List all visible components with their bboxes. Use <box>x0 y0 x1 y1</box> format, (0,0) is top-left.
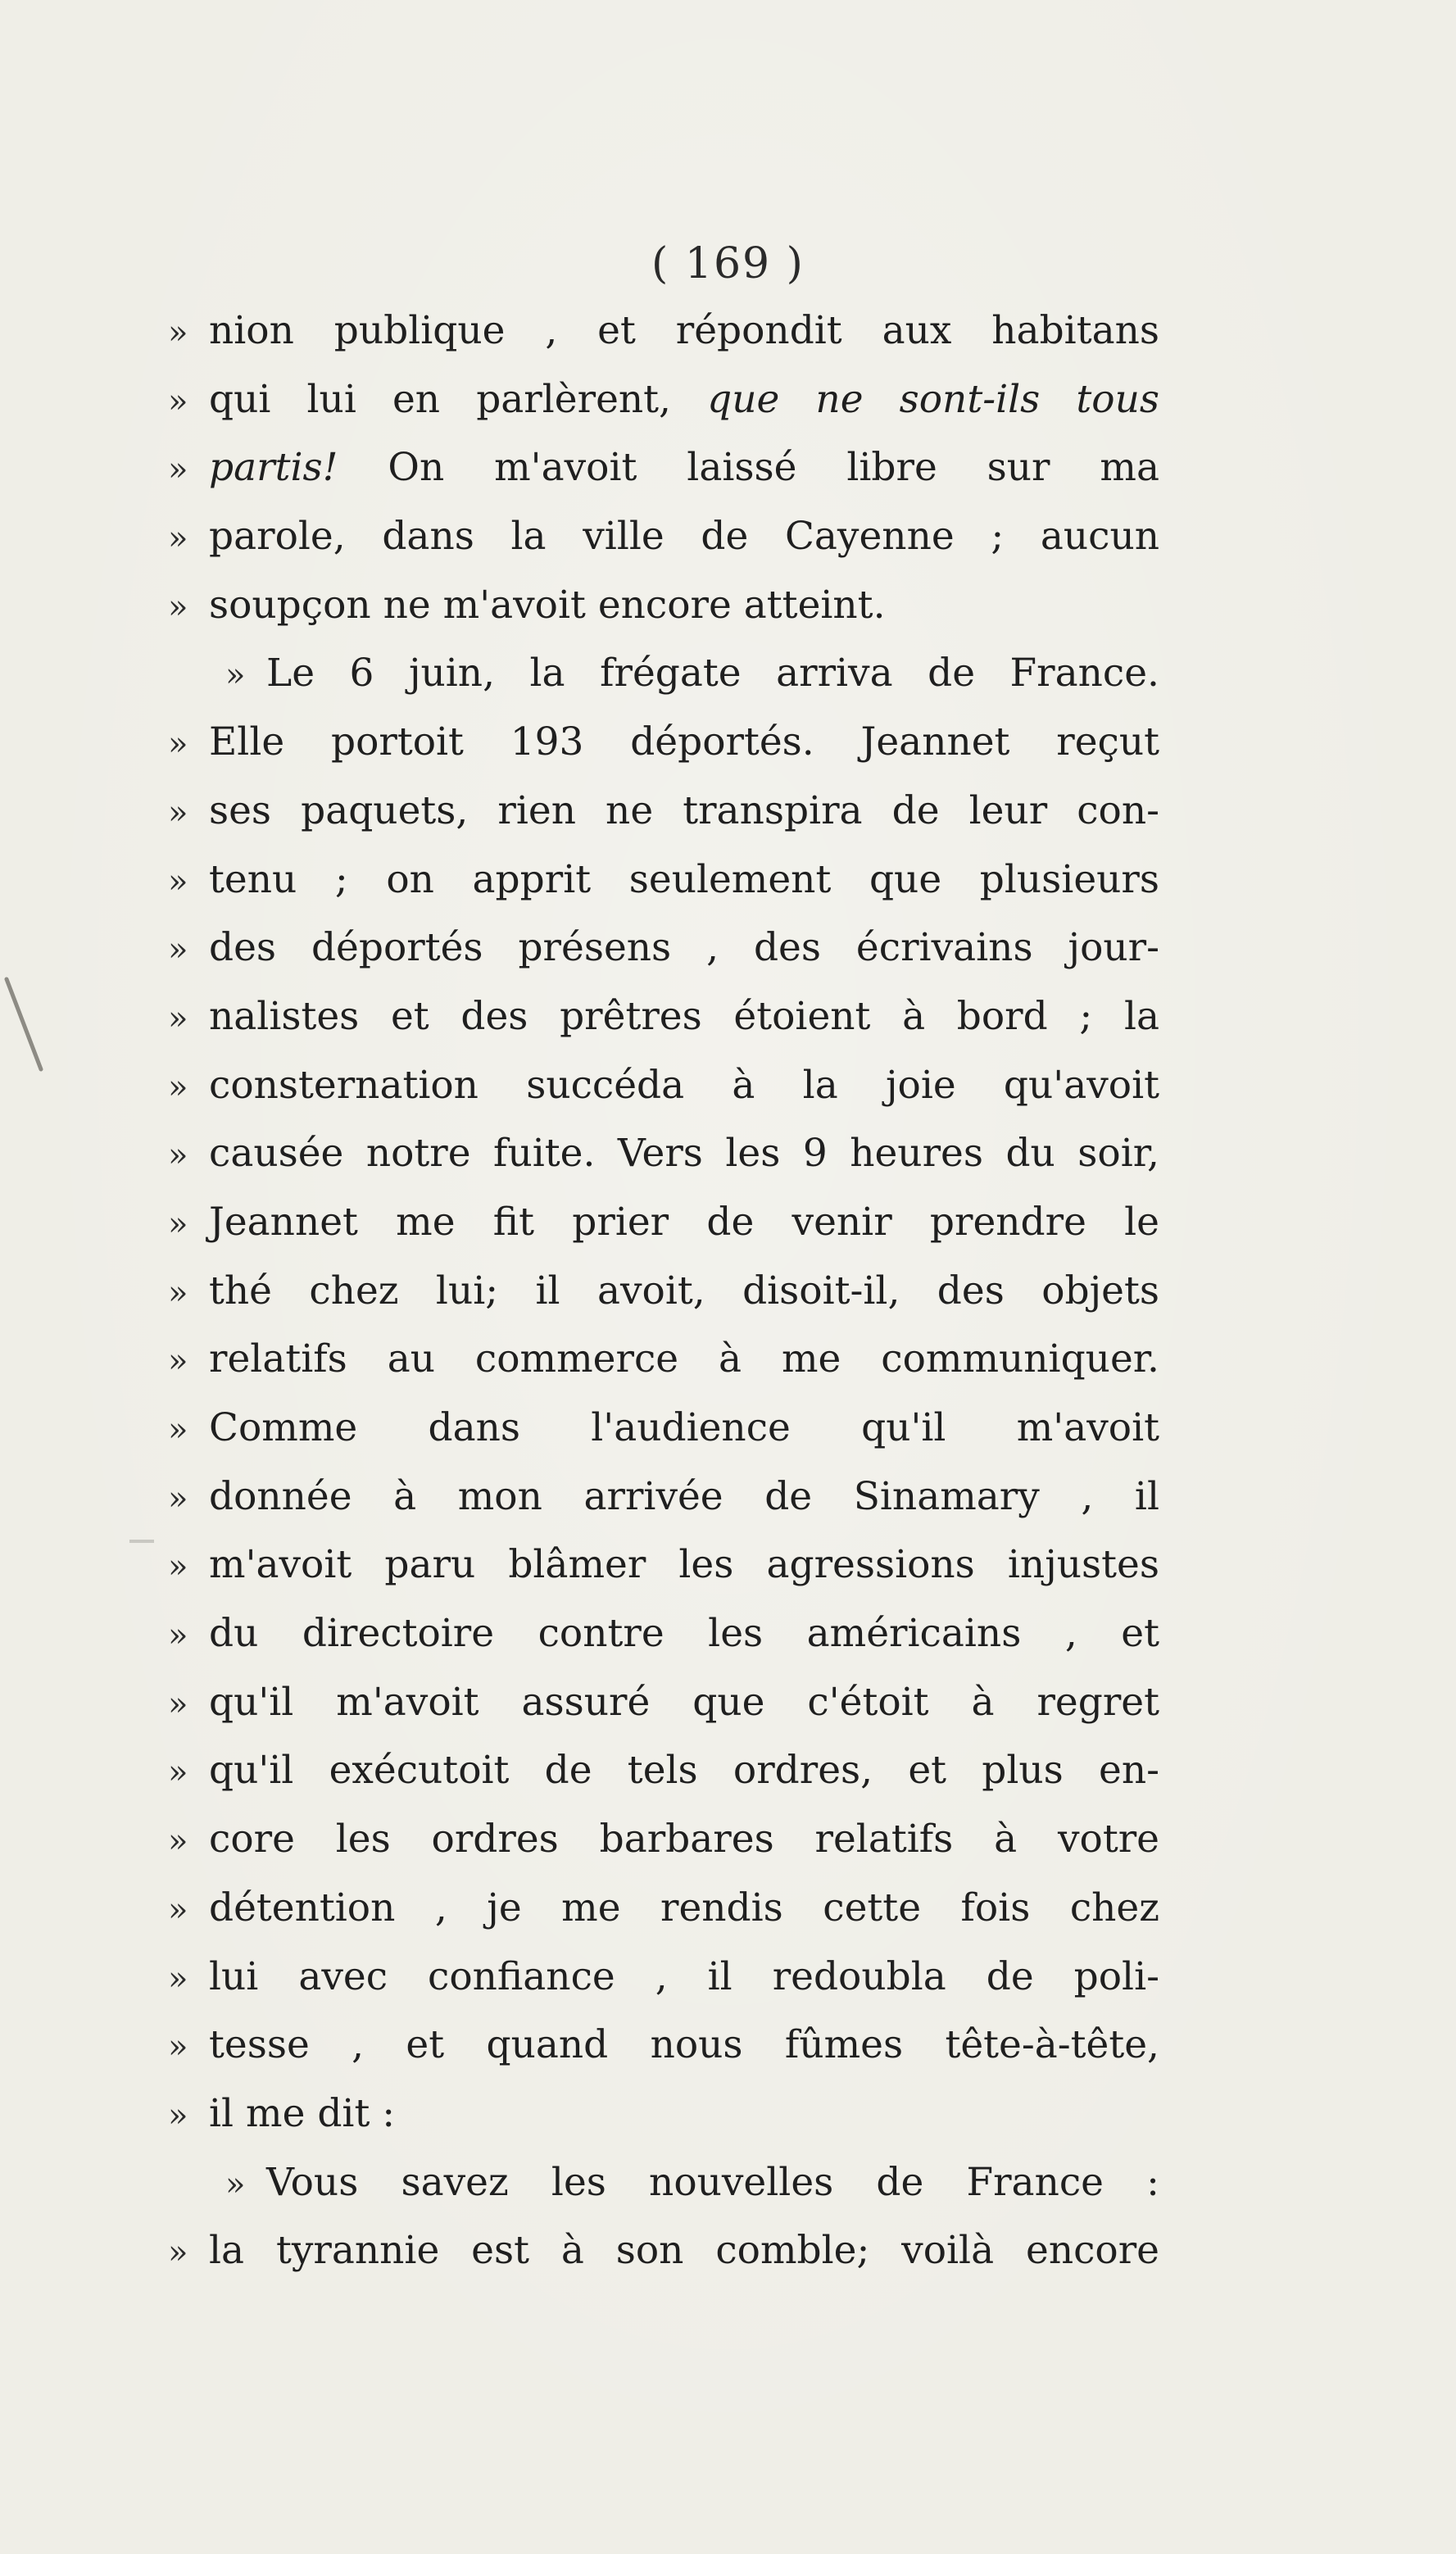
quote-mark: » <box>168 1822 188 1861</box>
line-text: Comme dans l'audience qu'il m'avoit <box>209 1405 1159 1450</box>
quote-mark: » <box>168 725 188 764</box>
line-text: qu'il exécutoit de tels ordres, et plus en- <box>209 1748 1159 1794</box>
quote-mark: » <box>168 1479 188 1517</box>
text-line <box>168 982 1159 1051</box>
line-text: des déportés présens , des écrivains jour- <box>209 925 1159 971</box>
quote-mark: » <box>168 1068 188 1106</box>
text-line <box>168 1599 1159 1668</box>
text-line <box>168 777 1159 846</box>
quote-mark: » <box>168 999 188 1037</box>
line-text: Vous savez les nouvelles de France : <box>266 2159 1159 2205</box>
quote-mark: » <box>168 519 188 558</box>
line-text: qu'il m'avoit assuré que c'étoit à regret <box>209 1679 1159 1725</box>
line-text: donnée à mon arrivée de Sinamary , il <box>209 1473 1159 1519</box>
page-number: ( 169 ) <box>651 239 805 288</box>
text-line <box>168 1874 1159 1943</box>
line-text-segment: qui lui en parlèrent, <box>209 376 708 422</box>
line-text: m'avoit paru blâmer les agressions injustes <box>209 1542 1159 1588</box>
text-line <box>168 1325 1159 1394</box>
quote-mark: » <box>168 1617 188 1655</box>
line-text <box>209 433 1159 502</box>
text-line <box>168 1188 1159 1257</box>
quote-mark: » <box>168 1685 188 1723</box>
text-line <box>168 1668 1159 1737</box>
quote-mark: » <box>168 862 188 900</box>
line-text: causée notre fuite. Vers les 9 heures du soir, <box>209 1131 1159 1177</box>
text-line <box>168 1119 1159 1188</box>
text-line <box>168 433 1159 502</box>
quote-mark: » <box>168 1273 188 1312</box>
quote-mark: » <box>168 1136 188 1175</box>
quote-mark: » <box>168 2096 188 2134</box>
quote-mark: » <box>168 931 188 969</box>
line-text: détention , je me rendis cette fois chez <box>209 1885 1159 1930</box>
margin-mark <box>0 971 49 1077</box>
text-line <box>168 1736 1159 1805</box>
text-line <box>168 502 1159 571</box>
line-text: Le 6 juin, la frégate arriva de France. <box>266 651 1159 696</box>
line-text: thé chez lui; il avoit, disoit-il, des objets <box>209 1268 1159 1313</box>
line-text: core les ordres barbares relatifs à votre <box>209 1817 1159 1862</box>
quote-mark: » <box>168 1959 188 1998</box>
line-text: nalistes et des prêtres étoient à bord ; la <box>209 993 1159 1039</box>
quote-mark: » <box>168 1890 188 1929</box>
body-text <box>168 297 1159 2285</box>
line-text: relatifs au commerce à me communiquer. <box>209 1336 1159 1382</box>
text-line <box>168 708 1159 777</box>
line-text: Jeannet me fit prier de venir prendre le <box>209 1199 1159 1245</box>
line-text: consternation succéda à la joie qu'avoit <box>209 1062 1159 1108</box>
quote-mark: » <box>168 793 188 832</box>
text-line <box>168 297 1159 365</box>
text-line <box>168 1463 1159 1531</box>
line-text: tesse , et quand nous fûmes tête-à-tête, <box>209 2022 1159 2068</box>
text-line <box>168 1805 1159 1874</box>
line-text: nion publique , et répondit aux habitans <box>209 308 1159 353</box>
text-line <box>168 1531 1159 1599</box>
line-text: du directoire contre les américains , et <box>209 1611 1159 1657</box>
quote-mark: » <box>168 382 188 420</box>
text-line <box>168 2148 1159 2217</box>
quote-mark: » <box>168 587 188 626</box>
quote-mark: » <box>168 1342 188 1381</box>
text-line <box>168 571 1159 640</box>
quote-mark: » <box>168 1753 188 1792</box>
text-line <box>168 1051 1159 1120</box>
quote-mark: » <box>168 2028 188 2066</box>
text-line <box>168 2080 1159 2148</box>
quote-mark: » <box>168 1548 188 1586</box>
text-line <box>168 2216 1159 2285</box>
italic-text: que ne sont-ils tous <box>707 376 1159 422</box>
quote-mark: » <box>225 2165 246 2203</box>
line-text <box>209 365 1159 434</box>
margin-dash <box>129 1540 154 1543</box>
quote-mark: » <box>168 1204 188 1243</box>
quote-mark: » <box>225 656 246 695</box>
text-line <box>168 1943 1159 2012</box>
quote-mark: » <box>168 314 188 352</box>
line-text: ses paquets, rien ne transpira de leur con- <box>209 787 1159 833</box>
line-text: tenu ; on apprit seulement que plusieurs <box>209 856 1159 902</box>
line-text: il me dit : <box>209 2090 396 2136</box>
text-line <box>168 846 1159 914</box>
text-line <box>168 1257 1159 1326</box>
line-text: parole, dans la ville de Cayenne ; aucun <box>209 514 1159 560</box>
quote-mark: » <box>168 451 188 489</box>
quote-mark: » <box>168 1411 188 1449</box>
text-line <box>168 1394 1159 1463</box>
line-text: Elle portoit 193 déportés. Jeannet reçut <box>209 719 1159 765</box>
line-text: lui avec confiance , il redoubla de poli- <box>209 1953 1159 1999</box>
line-text: soupçon ne m'avoit encore atteint. <box>209 582 886 628</box>
text-line <box>168 365 1159 434</box>
quote-mark: » <box>168 2234 188 2272</box>
line-text: la tyrannie est à son comble; voilà encore <box>209 2228 1159 2274</box>
italic-text: partis! <box>209 445 338 491</box>
line-text-segment: On m'avoit laissé libre sur ma <box>338 445 1159 491</box>
text-line <box>168 639 1159 708</box>
text-line <box>168 914 1159 982</box>
text-line <box>168 2011 1159 2080</box>
